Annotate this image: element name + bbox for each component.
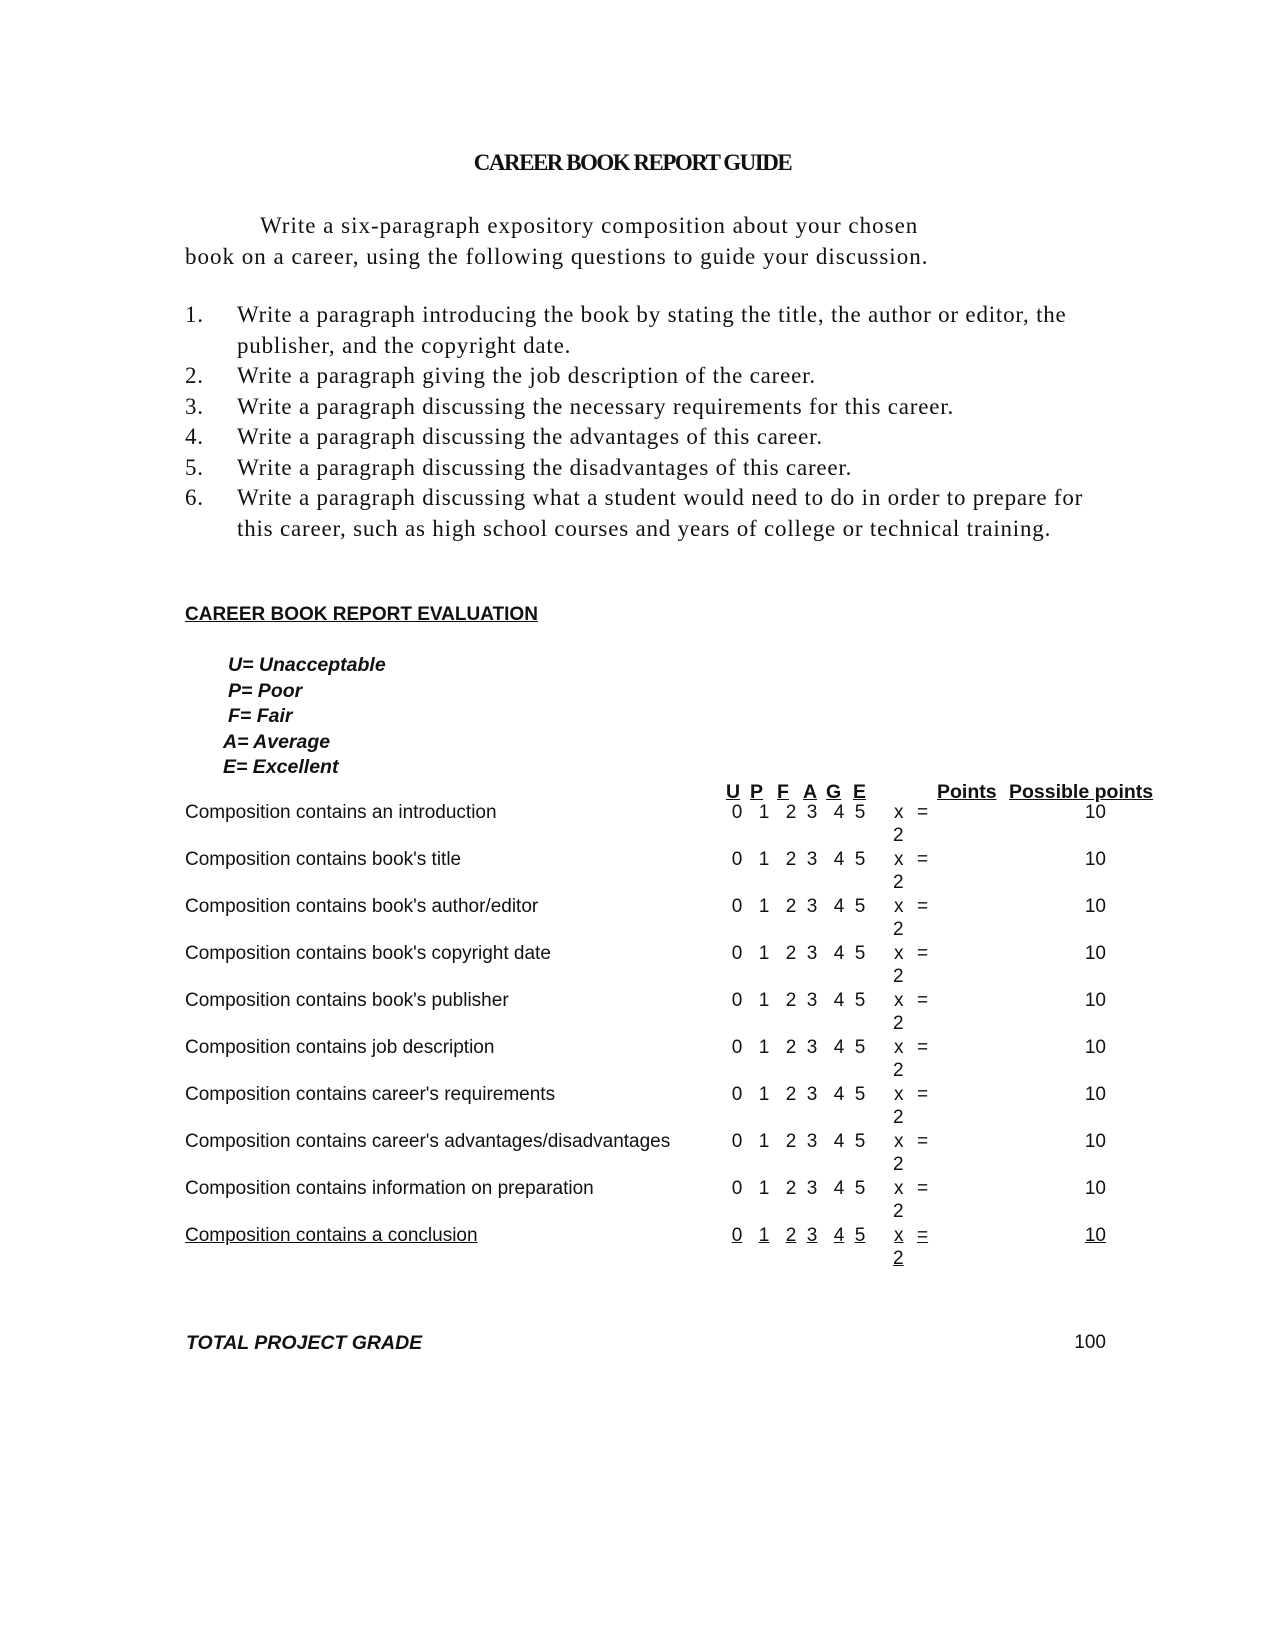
score-option[interactable]: 1 — [758, 990, 770, 1011]
legend-item: U= Unacceptable — [228, 654, 386, 676]
criterion-label: Composition contains career's advantages/disadvantages — [185, 1131, 671, 1152]
score-option[interactable]: 3 — [806, 896, 818, 917]
rating-header-f: F — [777, 781, 789, 803]
score-option[interactable]: 2 — [785, 1178, 797, 1199]
multiply-sign: x — [894, 1225, 904, 1246]
score-option[interactable]: 5 — [854, 943, 866, 964]
score-option[interactable]: 0 — [731, 1178, 743, 1199]
score-option[interactable]: 2 — [785, 1225, 797, 1246]
score-option[interactable]: 1 — [758, 896, 770, 917]
multiplier-factor: 2 — [893, 825, 904, 846]
rating-header-e: E — [853, 781, 867, 803]
total-label: TOTAL PROJECT GRADE — [186, 1332, 423, 1354]
score-option[interactable]: 3 — [806, 1084, 818, 1105]
score-option[interactable]: 0 — [731, 1084, 743, 1105]
score-option[interactable]: 1 — [758, 849, 770, 870]
multiply-sign: x — [894, 990, 904, 1011]
multiplier-factor: 2 — [893, 1154, 904, 1175]
score-option[interactable]: 3 — [806, 1178, 818, 1199]
multiply-sign: x — [894, 943, 904, 964]
score-option[interactable]: 4 — [833, 1131, 845, 1152]
criterion-label: Composition contains book's copyright date — [185, 943, 551, 964]
page-title: CAREER BOOK REPORT GUIDE — [473, 150, 792, 175]
multiplier-factor: 2 — [893, 1248, 904, 1269]
table-row — [0, 849, 1275, 897]
multiplier-factor: 2 — [893, 872, 904, 893]
score-option[interactable]: 4 — [833, 943, 845, 964]
points-header: Points — [937, 781, 997, 803]
score-option[interactable]: 0 — [731, 1131, 743, 1152]
table-row — [0, 1131, 1275, 1179]
score-option[interactable]: 4 — [833, 1037, 845, 1058]
score-option[interactable]: 1 — [758, 1178, 770, 1199]
multiply-sign: x — [894, 1131, 904, 1152]
score-option[interactable]: 2 — [785, 1131, 797, 1152]
score-option[interactable]: 0 — [731, 896, 743, 917]
total-value: 100 — [1074, 1332, 1106, 1353]
multiplier-factor: 2 — [893, 966, 904, 987]
criterion-label: Composition contains career's requirements — [185, 1084, 556, 1105]
criterion-label: Composition contains book's publisher — [185, 990, 509, 1011]
possible-points-header: Possible points — [1009, 781, 1154, 803]
legend-item: E= Excellent — [223, 756, 339, 778]
score-option[interactable]: 5 — [854, 896, 866, 917]
possible-points: 10 — [1084, 1131, 1106, 1152]
equals-sign: = — [917, 1131, 929, 1152]
score-option[interactable]: 1 — [758, 1225, 770, 1246]
score-option[interactable]: 4 — [833, 1084, 845, 1105]
rating-legend — [223, 653, 386, 781]
rating-header-p: P — [750, 781, 764, 803]
possible-points: 10 — [1084, 1084, 1106, 1105]
table-row — [0, 1037, 1275, 1085]
score-option[interactable]: 5 — [854, 990, 866, 1011]
score-option[interactable]: 2 — [785, 1037, 797, 1058]
question-item: 6. Write a paragraph discussing what a student would need to do in order to prepare for this career, such as high school courses and years of college or technical training. — [185, 485, 1084, 541]
score-option[interactable]: 5 — [854, 1178, 866, 1199]
score-option[interactable]: 4 — [833, 802, 845, 823]
score-option[interactable]: 3 — [806, 943, 818, 964]
possible-points: 10 — [1084, 990, 1106, 1011]
equals-sign: = — [917, 990, 929, 1011]
multiply-sign: x — [894, 896, 904, 917]
legend-item: F= Fair — [228, 705, 293, 727]
criterion-label: Composition contains an introduction — [185, 802, 497, 823]
score-option[interactable]: 0 — [731, 849, 743, 870]
score-option[interactable]: 3 — [806, 1037, 818, 1058]
legend-item: P= Poor — [228, 679, 303, 702]
score-option[interactable]: 5 — [854, 1225, 866, 1246]
multiplier-factor: 2 — [893, 919, 904, 940]
question-item: 2. Write a paragraph giving the job description of the career. — [185, 363, 816, 388]
criterion-label: Composition contains information on preparation — [185, 1178, 594, 1199]
score-option[interactable]: 5 — [854, 1131, 866, 1152]
possible-points: 10 — [1084, 943, 1106, 964]
score-option[interactable]: 3 — [806, 1131, 818, 1152]
score-option[interactable]: 1 — [758, 802, 770, 823]
score-option[interactable]: 3 — [806, 1225, 818, 1246]
score-option[interactable]: 2 — [785, 1084, 797, 1105]
legend-item: A= Average — [223, 730, 331, 753]
equals-sign: = — [917, 1084, 929, 1105]
score-option[interactable]: 0 — [731, 943, 743, 964]
possible-points: 10 — [1084, 896, 1106, 917]
question-item: 1. Write a paragraph introducing the book by stating the title, the author or editor, the publisher, and the copyright date. — [185, 302, 1067, 358]
score-option[interactable]: 1 — [758, 943, 770, 964]
table-row — [0, 802, 1275, 850]
score-option[interactable]: 1 — [758, 1037, 770, 1058]
equals-sign: = — [917, 1225, 929, 1246]
score-option[interactable]: 2 — [785, 896, 797, 917]
evaluation-heading: CAREER BOOK REPORT EVALUATION — [185, 604, 538, 625]
rating-header-g: G — [826, 781, 842, 803]
equals-sign: = — [917, 1178, 929, 1199]
score-option[interactable]: 5 — [854, 1084, 866, 1105]
score-option[interactable]: 4 — [833, 849, 845, 870]
multiplier-factor: 2 — [893, 1107, 904, 1128]
multiplier-factor: 2 — [893, 1013, 904, 1034]
intro-line-1: Write a six-paragraph expository composition about your chosen — [260, 213, 919, 238]
score-option[interactable]: 4 — [833, 1225, 845, 1246]
score-option[interactable]: 2 — [785, 943, 797, 964]
score-option[interactable]: 4 — [833, 896, 845, 917]
possible-points: 10 — [1084, 1178, 1106, 1199]
multiply-sign: x — [894, 1037, 904, 1058]
score-option[interactable]: 0 — [731, 802, 743, 823]
criterion-label: Composition contains a conclusion — [185, 1225, 478, 1246]
equals-sign: = — [917, 1037, 929, 1058]
multiply-sign: x — [894, 849, 904, 870]
possible-points: 10 — [1084, 1225, 1106, 1246]
criterion-label: Composition contains job description — [185, 1037, 495, 1058]
table-row — [0, 896, 1275, 944]
criterion-label: Composition contains book's title — [185, 849, 462, 870]
score-option[interactable]: 3 — [806, 990, 818, 1011]
score-option[interactable]: 5 — [854, 849, 866, 870]
question-item: 5. Write a paragraph discussing the disadvantages of this career. — [185, 454, 853, 480]
score-option[interactable]: 5 — [854, 802, 866, 823]
score-option[interactable]: 0 — [731, 1225, 743, 1246]
question-list — [185, 300, 1095, 544]
score-option[interactable]: 1 — [758, 1084, 770, 1105]
possible-points: 10 — [1084, 849, 1106, 870]
multiply-sign: x — [894, 1084, 904, 1105]
score-option[interactable]: 0 — [731, 1037, 743, 1058]
score-option[interactable]: 3 — [806, 849, 818, 870]
equals-sign: = — [917, 849, 929, 870]
score-option[interactable]: 5 — [854, 1037, 866, 1058]
question-item: 3. Write a paragraph discussing the necessary requirements for this career. — [185, 393, 955, 419]
question-item: 4. Write a paragraph discussing the advantages of this career. — [185, 424, 823, 449]
score-option[interactable]: 2 — [785, 990, 797, 1011]
criterion-label: Composition contains book's author/editor — [185, 896, 539, 917]
score-option[interactable]: 0 — [731, 990, 743, 1011]
score-option[interactable]: 1 — [758, 1131, 770, 1152]
table-row — [0, 1084, 1275, 1132]
table-row — [0, 990, 1275, 1038]
score-option[interactable]: 4 — [833, 1178, 845, 1199]
rating-header-u: U — [726, 781, 741, 803]
table-row — [0, 1178, 1275, 1226]
score-option[interactable]: 4 — [833, 990, 845, 1011]
table-row — [0, 1225, 1275, 1273]
score-option[interactable]: 2 — [785, 802, 797, 823]
intro-paragraph — [185, 210, 1065, 272]
possible-points: 10 — [1084, 1037, 1106, 1058]
equals-sign: = — [917, 802, 929, 823]
score-option[interactable]: 3 — [806, 802, 818, 823]
score-option[interactable]: 2 — [785, 849, 797, 870]
equals-sign: = — [917, 943, 929, 964]
multiplier-factor: 2 — [893, 1201, 904, 1222]
multiplier-factor: 2 — [893, 1060, 904, 1081]
possible-points: 10 — [1084, 802, 1106, 823]
intro-line-2: book on a career, using the following questions to guide your discussion. — [185, 244, 929, 269]
rating-header-a: A — [803, 781, 818, 803]
table-row — [0, 943, 1275, 991]
equals-sign: = — [917, 896, 929, 917]
multiply-sign: x — [894, 1178, 904, 1199]
multiply-sign: x — [894, 802, 904, 823]
